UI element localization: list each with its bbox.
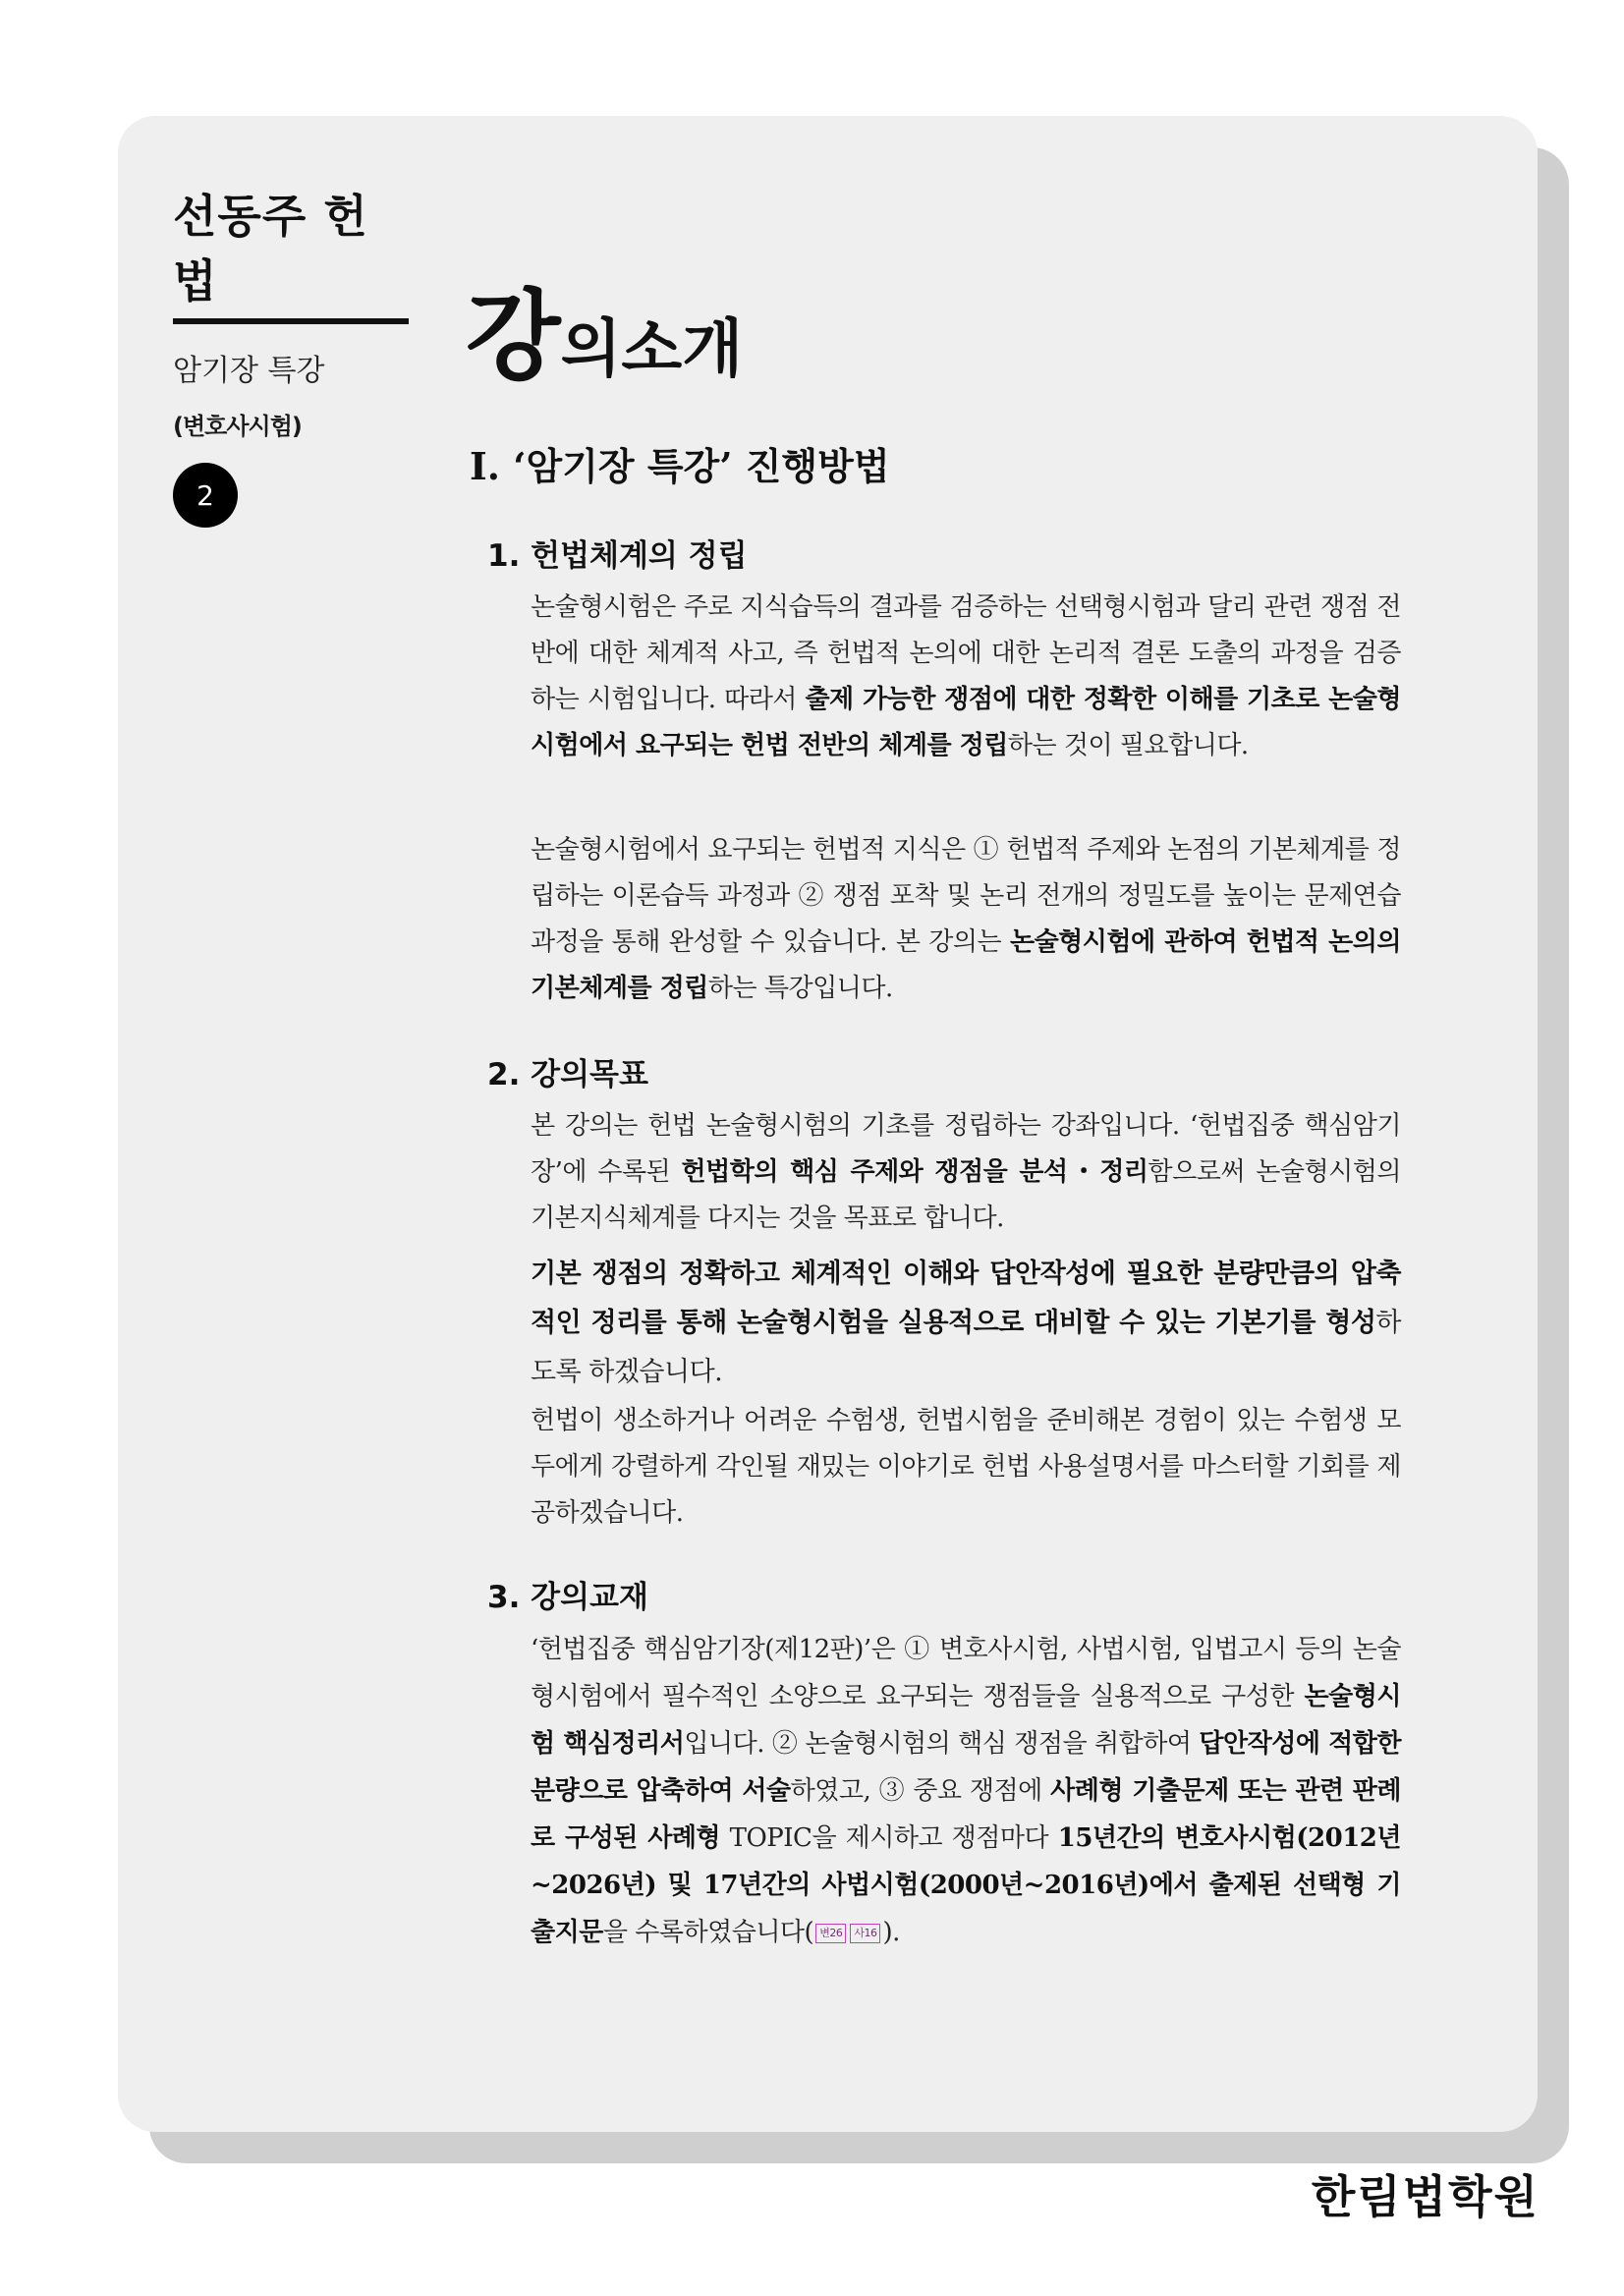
publisher-logo: 한림법학원 — [1311, 2170, 1540, 2223]
page-title-rest: 의소개 — [560, 312, 744, 386]
sidebar — [173, 181, 409, 528]
emphasis: 출제 가능한 쟁점에 대한 정확한 이해를 기초로 논술형시험에서 요구되는 헌법 전반의 체계를 정립 — [531, 685, 1401, 760]
paragraph-3-1: ‘헌법집중 핵심암기장(제12판)’은 ① 변호사시험, 사법시험, 입법고시 등의 논술형시험에서 필수적인 소양으로 요구되는 쟁점들을 실용적으로 구성한 논술형시험 핵심정리서입니다. ② 논술형시험의 핵심 쟁점을 취합하여 답안작성에 적합한 분량으로 압축하여 서술하였고, ③ 중요 쟁점에 사례형 기출문제 또는 관련 판례로 구성된 사례형 TOPIC을 제시하고 쟁점마다 15년간의 변호사시험(2012년~2026년) 및 17년간의 사법시험(2000년~2016년)에서 출제된 선택형 기출지문을 수록하였습니다( 변26 사16 ). — [531, 1635, 1402, 1947]
page-number-badge: 2 — [173, 463, 238, 528]
bar-exam-tag: 변26 — [815, 1924, 846, 1943]
course-name: 암기장 특강 — [173, 354, 325, 388]
subsection-heading-2: 2. 강의목표 — [487, 1057, 648, 1092]
emphasis: 사례형 기출문제 또는 관련 판례로 구성된 사례형 — [531, 1776, 1402, 1853]
emphasis: 헌법학의 핵심 주제와 쟁점을 분석・정리 — [681, 1157, 1148, 1187]
section-heading: Ⅰ. ‘암기장 특강’ 진행방법 — [470, 444, 890, 488]
paragraph-2-2: 기본 쟁점의 정확하고 체계적인 이해와 답안작성에 필요한 분량만큼의 압축적인 정리를 통해 논술형시험을 실용적으로 대비할 수 있는 기본기를 형성하도록 하겠습니다. — [531, 1259, 1401, 1387]
subsection-heading-1: 1. 헌법체계의 정립 — [487, 538, 748, 574]
paragraph-2-1: 본 강의는 헌법 논술형시험의 기초를 정립하는 강좌입니다. ‘헌법집중 핵심암기장’에 수록된 헌법학의 핵심 주제와 쟁점을 분석・정리함으로써 논술형시험의 기본지식체계를 다지는 것을 목표로 합니다. — [531, 1111, 1401, 1233]
paragraph-2-3: 헌법이 생소하거나 어려운 수험생, 헌법시험을 준비해본 경험이 있는 수험생 모두에게 강렬하게 각인될 재밌는 이야기로 헌법 사용설명서를 마스터할 기회를 제공하겠습니다. — [531, 1406, 1401, 1528]
brand-title: 선동주 헌법 — [173, 181, 409, 324]
emphasis: 답안작성에 적합한 분량으로 압축하여 서술 — [531, 1729, 1402, 1806]
emphasis: 15년간의 변호사시험(2012년~2026년) 및 17년간의 사법시험(2000년~2016년)에서 출제된 선택형 기출지문 — [531, 1823, 1401, 1947]
emphasis: 논술형시험 핵심정리서 — [531, 1682, 1401, 1759]
emphasis: 기본 쟁점의 정확하고 체계적인 이해와 답안작성에 필요한 분량만큼의 압축적인 정리를 통해 논술형시험을 실용적으로 대비할 수 있는 기본기를 형성 — [531, 1259, 1401, 1338]
paragraph-1-2: 논술형시험에서 요구되는 헌법적 지식은 ① 헌법적 주제와 논점의 기본체계를 정립하는 이론습득 과정과 ② 쟁점 포착 및 논리 전개의 정밀도를 높이는 문제연습 과정을 통해 완성할 수 있습니다. 본 강의는 논술형시험에 관하여 헌법적 논의의 기본체계를 정립하는 특강입니다. — [531, 835, 1401, 1003]
subsection-heading-3: 3. 강의교재 — [487, 1580, 648, 1615]
judicial-exam-tag: 사16 — [850, 1924, 880, 1943]
emphasis: 논술형시험에 관하여 헌법적 논의의 기본체계를 정립 — [531, 927, 1401, 1003]
paragraph-1-1: 논술형시험은 주로 지식습득의 결과를 검증하는 선택형시험과 달리 관련 쟁점 전반에 대한 체계적 사고, 즉 헌법적 논의에 대한 논리적 결론 도출의 과정을 검증하는 시험입니다. 따라서 출제 가능한 쟁점에 대한 정확한 이해를 기초로 논술형시험에서 요구되는 헌법 전반의 체계를 정립하는 것이 필요합니다. — [531, 592, 1401, 760]
exam-name: (변호사시험) — [173, 413, 302, 440]
page-title — [466, 257, 743, 399]
page-title-first-char: 강 — [466, 278, 561, 394]
